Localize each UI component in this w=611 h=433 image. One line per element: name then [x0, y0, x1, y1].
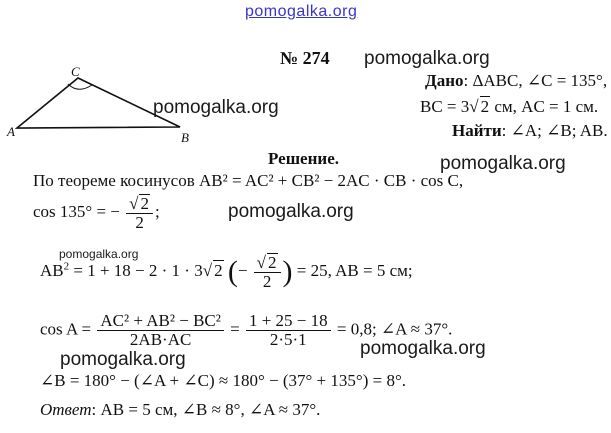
angle-c-arc: [68, 84, 92, 89]
find-text: : ∠A; ∠B; AB.: [501, 121, 608, 140]
find-line: [452, 121, 608, 141]
given-bc-root: 2: [480, 97, 490, 116]
vertex-label-c: C: [71, 64, 80, 79]
ab-left: AB: [40, 260, 64, 280]
answer-line: [40, 400, 320, 420]
problem-number: № 274: [280, 48, 330, 68]
find-label: Найти: [452, 121, 502, 140]
vertex-label-a: A: [7, 124, 15, 139]
cosa-fraction-2: [246, 312, 331, 349]
ab-fraction: $\frac{√ 2}{2}$: [254, 253, 281, 291]
ab-sup: 2: [63, 260, 70, 273]
watermark-top: pomogalka.org: [245, 3, 358, 20]
cosa-fraction-1: [97, 312, 223, 349]
cosa-eq: =: [230, 319, 240, 339]
watermark-2: pomogalka.org: [153, 97, 279, 118]
ab-end: = 25, AB = 5 см;: [292, 260, 413, 280]
given-line-2-rest: см, AC = 1 см.: [490, 97, 599, 116]
line-cos135: [33, 194, 160, 232]
watermark-4: pomogalka.org: [228, 201, 354, 222]
watermark-5: pomogalka.org: [59, 247, 139, 261]
line-cos-a: [40, 312, 452, 349]
ab-mid: = 1 + 18 − 2 · 1 · 3: [69, 260, 203, 280]
given-label: Дано: [425, 71, 464, 90]
ab-neg: −: [237, 260, 248, 280]
given-line-1: [425, 71, 607, 91]
ab-root: 2: [214, 260, 223, 280]
ab-frac-den: 2: [262, 272, 272, 291]
cos135-fraction: $\frac{√ 2}{2}$: [126, 194, 153, 232]
cosa-den-1: 2AB·AC: [129, 330, 192, 349]
cosa-end: = 0,8; ∠A ≈ 37°.: [336, 319, 453, 339]
given-line-2: BC = 3√ 2 см, AC = 1 см.: [420, 97, 599, 116]
ab-frac-num: 2: [268, 253, 277, 272]
line-angle-b: ∠B = 180° − (∠A + ∠C) ≈ 180° − (37° + 135°) = 8°.: [40, 371, 406, 390]
cos135-num: 2: [140, 194, 149, 213]
cosa-num-2: 1 + 25 − 18: [246, 312, 331, 331]
vertex-label-b: B: [181, 130, 189, 145]
line-cosine-theorem: По теореме косинусов AB² = AC² + CB² − 2AC · CB · cos C,: [33, 171, 464, 190]
cosa-num-1: AC² + AB² − BC²: [97, 312, 223, 331]
watermark-3: pomogalka.org: [440, 153, 566, 174]
given-bc: BC = 3: [420, 97, 470, 116]
cos135-left: cos 135° = −: [33, 201, 120, 221]
cos135-den: 2: [135, 213, 144, 232]
answer-text: : AB = 5 см, ∠B ≈ 8°, ∠A ≈ 37°.: [91, 400, 321, 419]
cosa-left: cos A =: [40, 319, 92, 339]
cosa-den-2: 2·5·1: [269, 330, 307, 349]
cos135-end: ;: [154, 201, 160, 221]
watermark-6: pomogalka.org: [60, 349, 186, 370]
given-line-1-text: : ΔABC, ∠C = 135°,: [463, 71, 608, 90]
answer-label: Ответ: [40, 400, 92, 419]
solution-title: Решение.: [268, 149, 339, 168]
line-ab-squared: $AB^2 = 1 + 18 - 2 \cdot 1 \cdot 3√$ 2 (− $\frac{√ 2}{2}$ ) = 25, AB = 5 см;: [40, 253, 413, 291]
watermark-1: pomogalka.org: [364, 48, 490, 69]
watermark-7: pomogalka.org: [360, 338, 486, 359]
